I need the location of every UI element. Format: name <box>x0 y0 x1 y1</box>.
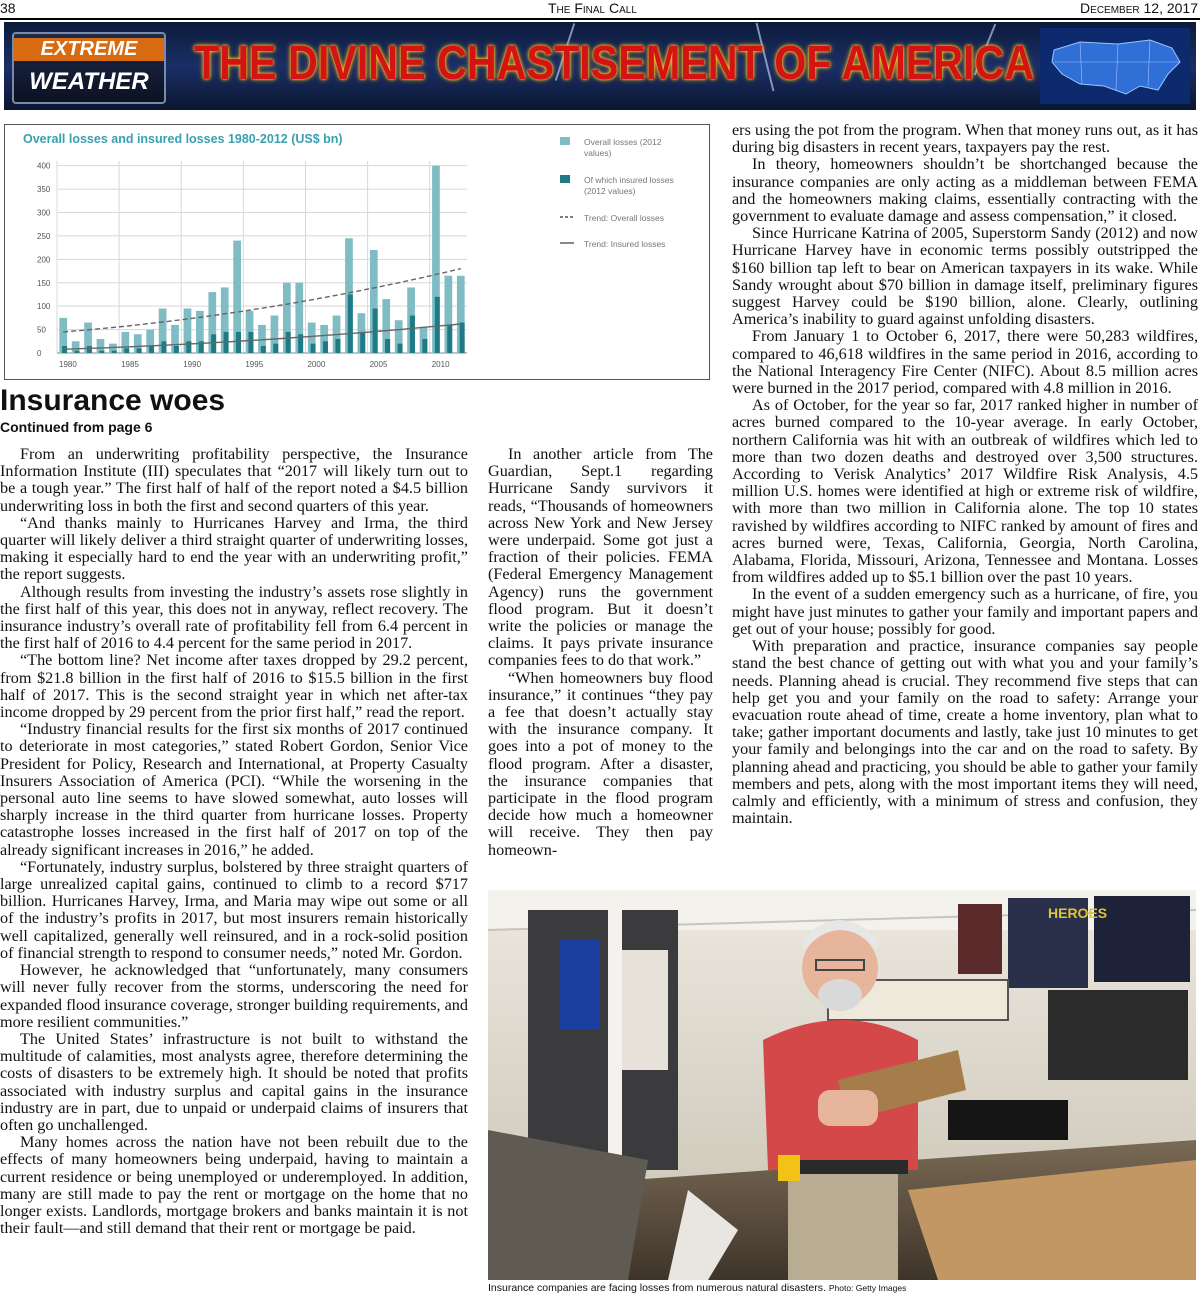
x-tick-label: 1995 <box>245 360 264 369</box>
bar-insured <box>286 332 291 353</box>
col1-paragraph: “And thanks mainly to Hurricanes Harvey and Irma, the third quarter will likely deliver a third straight quarter of underwriting losses, making it especially hard to end the year with an underwriting profit,” the report suggests. <box>0 513 468 584</box>
bar-insured <box>360 332 365 353</box>
bar-insured <box>460 323 465 353</box>
y-tick-label: 250 <box>37 231 51 241</box>
col3-paragraph: In the event of a sudden emergency such as a hurricane, of fire, you might have just minutes to gather your family and important papers and get out of your house; possibly for good. <box>732 585 1198 638</box>
photo-illustration <box>488 890 1196 1280</box>
legend-label: Of which insured losses (2012 values) <box>584 175 674 196</box>
page-number: 38 <box>0 0 16 16</box>
article-column-2 <box>488 446 713 859</box>
bar-insured <box>236 332 241 353</box>
col1-paragraph: Although results from investing the industry’s assets rose slightly in the first half of this year, this does not in anyway, reflect recovery. The insurance industry’s overall rate of profitability fell from 6.4 percent in the first half of 2016 to 4.4 percent for the same period in 2017. <box>0 582 468 653</box>
bar-insured <box>112 351 117 353</box>
bar-insured <box>398 344 403 353</box>
caption-text: Insurance companies are facing losses from numerous natural disasters. <box>488 1282 826 1294</box>
bar-insured <box>410 316 415 353</box>
bar-insured <box>348 294 353 353</box>
y-tick-label: 50 <box>37 325 46 335</box>
col1-paragraph: From an underwriting profitability perspective, the Insurance Information Institute (III) speculates that “2017 will likely turn out to be a tough year.” The first half of half of the report noted a $4.5 billion underwriting loss in both the first and second quarters of this year. <box>0 445 468 515</box>
bar-insured <box>174 346 179 353</box>
bar-insured <box>149 346 154 353</box>
photo-caption <box>488 1282 1196 1294</box>
bar-insured <box>447 325 452 353</box>
article-headline: Insurance woes <box>0 384 226 417</box>
col3-paragraph: In theory, homeowners shouldn’t be shortchanged because the insurance companies are only acting as a middleman between FEMA and the homeowners making claims, essentially contracting with the government to evaluate damage and assess compensation,” it closed. <box>732 155 1198 226</box>
bar-insured <box>323 341 328 353</box>
x-tick-label: 1990 <box>183 360 202 369</box>
col3-paragraph: As of October, for the year so far, 2017 ranked higher in number of acres burned compared to the 10-year average. In early October, northern California was hit with an outbreak of wildfires which led to more than two dozen deaths and destroyed over 3,500 structures. According to Verisk Analytics’ 2017 Wildfire Risk Analysis, 4.5 million U.S. homes were identified at high or extreme risk of wildfire, with more than two million in California alone. The top 10 states ravished by wildfires according to NIFC ranked by amount of fires and acres burned were, Texas, California, Georgia, North Carolina, Alabama, Florida, Missouri, Arizona, Tennessee and Montana. Losses from wildfires added up to $5.1 billion over the past 10 years. <box>732 396 1198 587</box>
bar-insured <box>261 346 266 353</box>
bar-insured <box>186 341 191 353</box>
x-tick-label: 2000 <box>307 360 326 369</box>
article-subhead: Continued from page 6 <box>0 419 153 435</box>
article-column-1 <box>0 446 468 1237</box>
col1-paragraph: However, he acknowledged that “unfortunately, many consumers will never fully recover from the storms, underscoring the need for expanded flood insurance coverage, stronger building requirements, and more resilient communities.” <box>0 961 468 1031</box>
chart-title: Overall losses and insured losses 1980-2012 (US$ bn) <box>23 132 343 146</box>
article-column-3 <box>732 122 1198 827</box>
y-tick-label: 350 <box>37 185 51 195</box>
bar-insured <box>273 344 278 353</box>
bar-insured <box>435 297 440 353</box>
y-tick-label: 150 <box>37 278 51 288</box>
bar-insured <box>74 351 79 353</box>
losses-chart <box>4 124 710 380</box>
col2-paragraph: In another article from The Guardian, Sept.1 regarding Hurricane Sandy survivors it reads, “Thousands of homeowners across New York and New Jersey were underpaid. Some got just a fraction of their policies. FEMA (Federal Emergency Management Agency) runs the government flood program. But it doesn’t write the policies or manage the claims. It pays private insurance companies fees to do that work.” <box>488 445 713 670</box>
col1-paragraph: “The bottom line? Net income after taxes dropped by 29.2 percent, from $21.8 billion in the first half of 2016 to $15.5 billion in the first half of 2017. This is the second straight year in which net after-tax income dropped by 29 percent from the prior first half,” read the report. <box>0 651 468 722</box>
col1-paragraph: “Fortunately, industry surplus, bolstered by three straight quarters of large unrealized capital gains, continued to climb to a record $717 billion. Hurricanes Harvey, Irma, and Maria may wipe out some or all of the industry’s profits in 2017, but most insurers remain historically well capitalized, generally well reinsured, and in a rock-solid position of financial strength to respond to consumer needs,” noted Mr. Gordon. <box>0 857 468 962</box>
col3-paragraph: Since Hurricane Katrina of 2005, Superstorm Sandy (2012) and now Hurricane Harvey have in economic terms possibly outstripped the $160 billion tap left to bear on American taxpayers in its wake. While Sandy wrought about $70 billion in damage itself, preliminary figures suggest Harvey could be $190 billion, alone. Clearly, outlining America’s inability to guard against unfolding disasters. <box>732 224 1198 329</box>
col1-paragraph: Many homes across the nation have not been rebuilt due to the effects of many homeowners being underpaid, having to maintain a current residence or being unemployed or underemployed. In addition, many are still made to pay the rent or mortgage on the home that no longer exists. Landlords, mortgage brokers and banks maintain it is not their fault—and still demand that their rent or mortgage be paid. <box>0 1133 468 1238</box>
y-tick-label: 300 <box>37 208 51 218</box>
bar-insured <box>137 348 142 353</box>
bar-insured <box>99 351 104 353</box>
page-header <box>0 0 1200 20</box>
y-tick-label: 400 <box>37 161 51 171</box>
photo-credit: Photo: Getty Images <box>828 1283 907 1293</box>
bar-insured <box>211 334 216 353</box>
badge-line-1: EXTREME <box>14 38 164 61</box>
issue-date: December 12, 2017 <box>1080 0 1198 16</box>
bar-insured <box>87 346 92 353</box>
y-tick-label: 0 <box>37 349 42 358</box>
bar-insured <box>124 348 129 353</box>
col3-paragraph: From January 1 to October 6, 2017, there were 50,283 wildfires, compared to 46,618 wildfires in the same period in 2016, according to the National Interagency Fire Center (NIFC). About 8.5 million acres were burned in the 2017 period, compared with 4.8 million in 2016. <box>732 327 1198 398</box>
y-tick-label: 100 <box>37 302 51 312</box>
y-tick-label: 200 <box>37 255 51 265</box>
legend-label: Trend: Insured losses <box>584 239 666 249</box>
publication-name: The Final Call <box>548 0 637 16</box>
x-tick-label: 1980 <box>59 360 77 369</box>
legend-label: Trend: Overall losses <box>584 213 664 223</box>
section-banner <box>4 22 1196 110</box>
x-tick-label: 2010 <box>431 360 450 369</box>
legend-swatch <box>560 137 570 145</box>
losses-chart-svg <box>5 125 709 379</box>
col1-paragraph: “Industry financial results for the first six months of 2017 continued to deteriorate in most categories,” stated Robert Gordon, Senior Vice President for Policy, Research and International, at Property Casualty Insurers Association of America (PCI). “While the worsening in the personal auto line seems to have slowed somewhat, auto losses will sharply increase in the third quarter from hurricane losses. Property catastrophe losses increased in the first half of 2017 on top of the already significant increases in 2016,” he added. <box>0 720 468 859</box>
bar-insured <box>248 332 253 353</box>
bar-insured <box>311 344 316 353</box>
legend-swatch <box>560 175 570 183</box>
bar-insured <box>422 339 427 353</box>
poster-text: HEROES <box>1048 905 1108 921</box>
us-map-icon <box>1040 28 1190 104</box>
col2-paragraph: “When homeowners buy flood insurance,” it continues “they pay a fee that doesn’t actually stay with the insurance company. It goes into a pot of money to the flood program. After a disaster, the insurance companies that participate in the flood program decide how much a homeowner will receive. They then pay homeown- <box>488 668 713 859</box>
banner-title: THE DIVINE CHASTISEMENT OF AMERICA <box>194 37 1035 90</box>
bar-insured <box>385 339 390 353</box>
col3-paragraph: With preparation and practice, insurance companies say people stand the best chance of getting out with what you and your family’s needs. Planning ahead is crucial. They recommend five steps that can help get you and your family on the road to safety: Arrange your evacuation route ahead of time, create a home inventory, plan what to take; gather important documents and lastly, take just 10 minutes to get your family and belongings into the car and on the road to safety. By planning ahead and practicing, you should be able to gather your family members and pets, along with the most important items they will need, calmly and efficiently, with a minimum of stress and confusion, they maintain. <box>732 637 1198 828</box>
badge-line-2: WEATHER <box>29 68 149 95</box>
col1-paragraph: The United States’ infrastructure is not built to withstand the multitude of calamities, most analysts agree, therefore determining the costs of disasters to be extremely high. It should be noted that profits associated with industry surplus and capital gains in the insurance industry are in part, due to unpaid or underpaid claims of insurers that often go unchallenged. <box>0 1029 468 1134</box>
news-photo <box>488 890 1196 1280</box>
col3-continuation: ers using the pot from the program. When that money runs out, as it has during big disasters in recent years, taxpayers pay the rest. <box>732 121 1198 157</box>
bar-insured <box>335 339 340 353</box>
extreme-weather-badge <box>12 32 166 104</box>
x-tick-label: 2005 <box>369 360 388 369</box>
x-tick-label: 1985 <box>121 360 139 369</box>
legend-label: Overall losses (2012 values) <box>584 137 662 158</box>
bar-insured <box>161 341 166 353</box>
